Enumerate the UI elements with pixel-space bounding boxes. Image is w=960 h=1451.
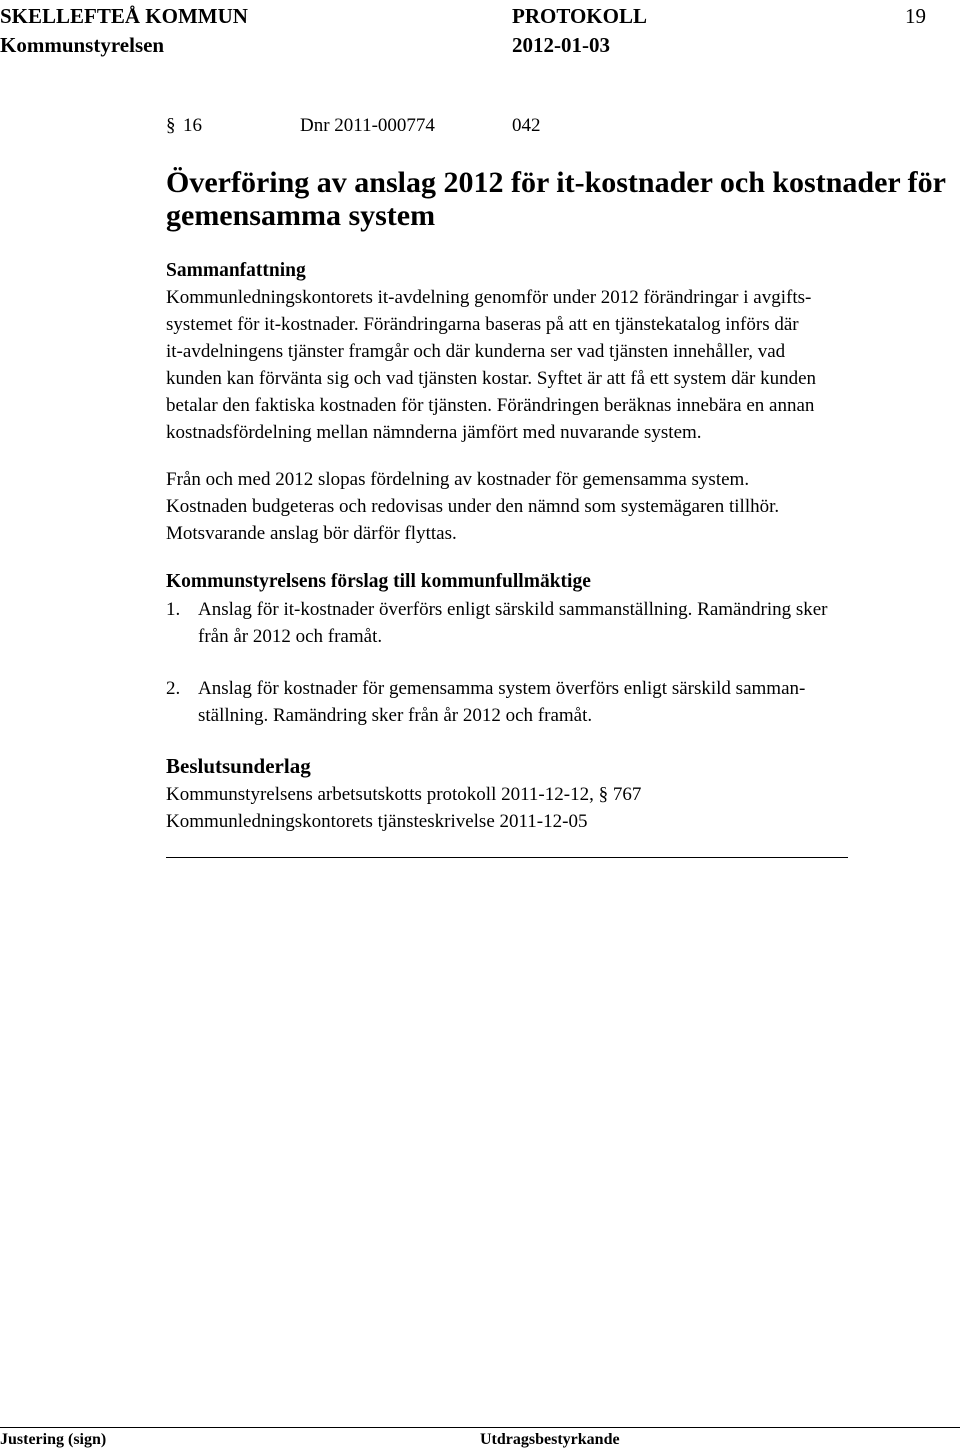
title-line: gemensamma system: [166, 199, 436, 232]
text-line: Anslag för it-kostnader överförs enligt särskild sammanställning. Ramändring sker: [198, 599, 828, 620]
footer-divider: [0, 1427, 960, 1428]
footer-utdragsbestyrkande: Utdragsbestyrkande: [480, 1431, 620, 1448]
org-name: SKELLEFTEÅ KOMMUN: [0, 4, 248, 28]
text-line: kunden kan förvänta sig och vad tjänsten kostar. Syftet är att få ett system där kunden: [166, 368, 817, 389]
text-line: Motsvarande anslag bör därför flyttas.: [166, 523, 457, 544]
basis-heading: Beslutsunderlag: [166, 754, 311, 778]
text-line: betalar den faktiska kostnaden för tjänsten. Förändringen beräknas innebära en annan: [166, 395, 815, 416]
footer-justering: Justering (sign): [0, 1431, 107, 1448]
basis-list: [166, 781, 641, 835]
title-line: Överföring av anslag 2012 för it-kostnader och kostnader för: [166, 166, 946, 199]
text-line: Från och med 2012 slopas fördelning av kostnader för gemensamma system.: [166, 469, 750, 490]
proposal-item-text: [198, 675, 805, 729]
closing-rule: [166, 857, 848, 858]
page-title: [166, 166, 946, 232]
case-code: 042: [512, 115, 541, 136]
text-line: systemet för it-kostnader. Förändringarna baseras på att en tjänstekatalog införs där: [166, 314, 799, 335]
proposal-item-number: 1.: [166, 599, 181, 620]
basis-item: Kommunstyrelsens arbetsutskotts protokoll 2011-12-12, § 767: [166, 784, 642, 805]
proposal-heading: Kommunstyrelsens förslag till kommunfullmäktige: [166, 571, 591, 592]
case-dnr: Dnr 2011-000774: [300, 115, 435, 136]
text-line: Kostnaden budgeteras och redovisas under den nämnd som systemägaren tillhör.: [166, 496, 780, 517]
text-line: från år 2012 och framåt.: [198, 626, 383, 647]
document-type: PROTOKOLL: [512, 4, 647, 28]
section-number: 16: [183, 115, 202, 136]
board-name: Kommunstyrelsen: [0, 33, 165, 57]
text-line: ställning. Ramändring sker från år 2012 och framåt.: [198, 705, 593, 726]
proposal-item-number: 2.: [166, 678, 181, 699]
meeting-date: 2012-01-03: [512, 33, 610, 57]
summary-paragraph-2: [166, 466, 779, 547]
section-symbol: §: [166, 115, 176, 136]
summary-heading: Sammanfattning: [166, 260, 306, 281]
page-number: 19: [905, 4, 926, 28]
text-line: kostnadsfördelning mellan nämnderna jämfört med nuvarande system.: [166, 422, 702, 443]
text-line: Anslag för kostnader för gemensamma system överförs enligt särskild samman-: [198, 678, 806, 699]
summary-paragraph-1: [166, 284, 816, 446]
text-line: it-avdelningens tjänster framgår och där kunderna ser vad tjänsten innehåller, vad: [166, 341, 786, 362]
basis-item: Kommunledningskontorets tjänsteskrivelse 2011-12-05: [166, 811, 588, 832]
proposal-item-text: [198, 596, 828, 650]
text-line: Kommunledningskontorets it-avdelning genomför under 2012 förändringar i avgifts-: [166, 287, 812, 308]
